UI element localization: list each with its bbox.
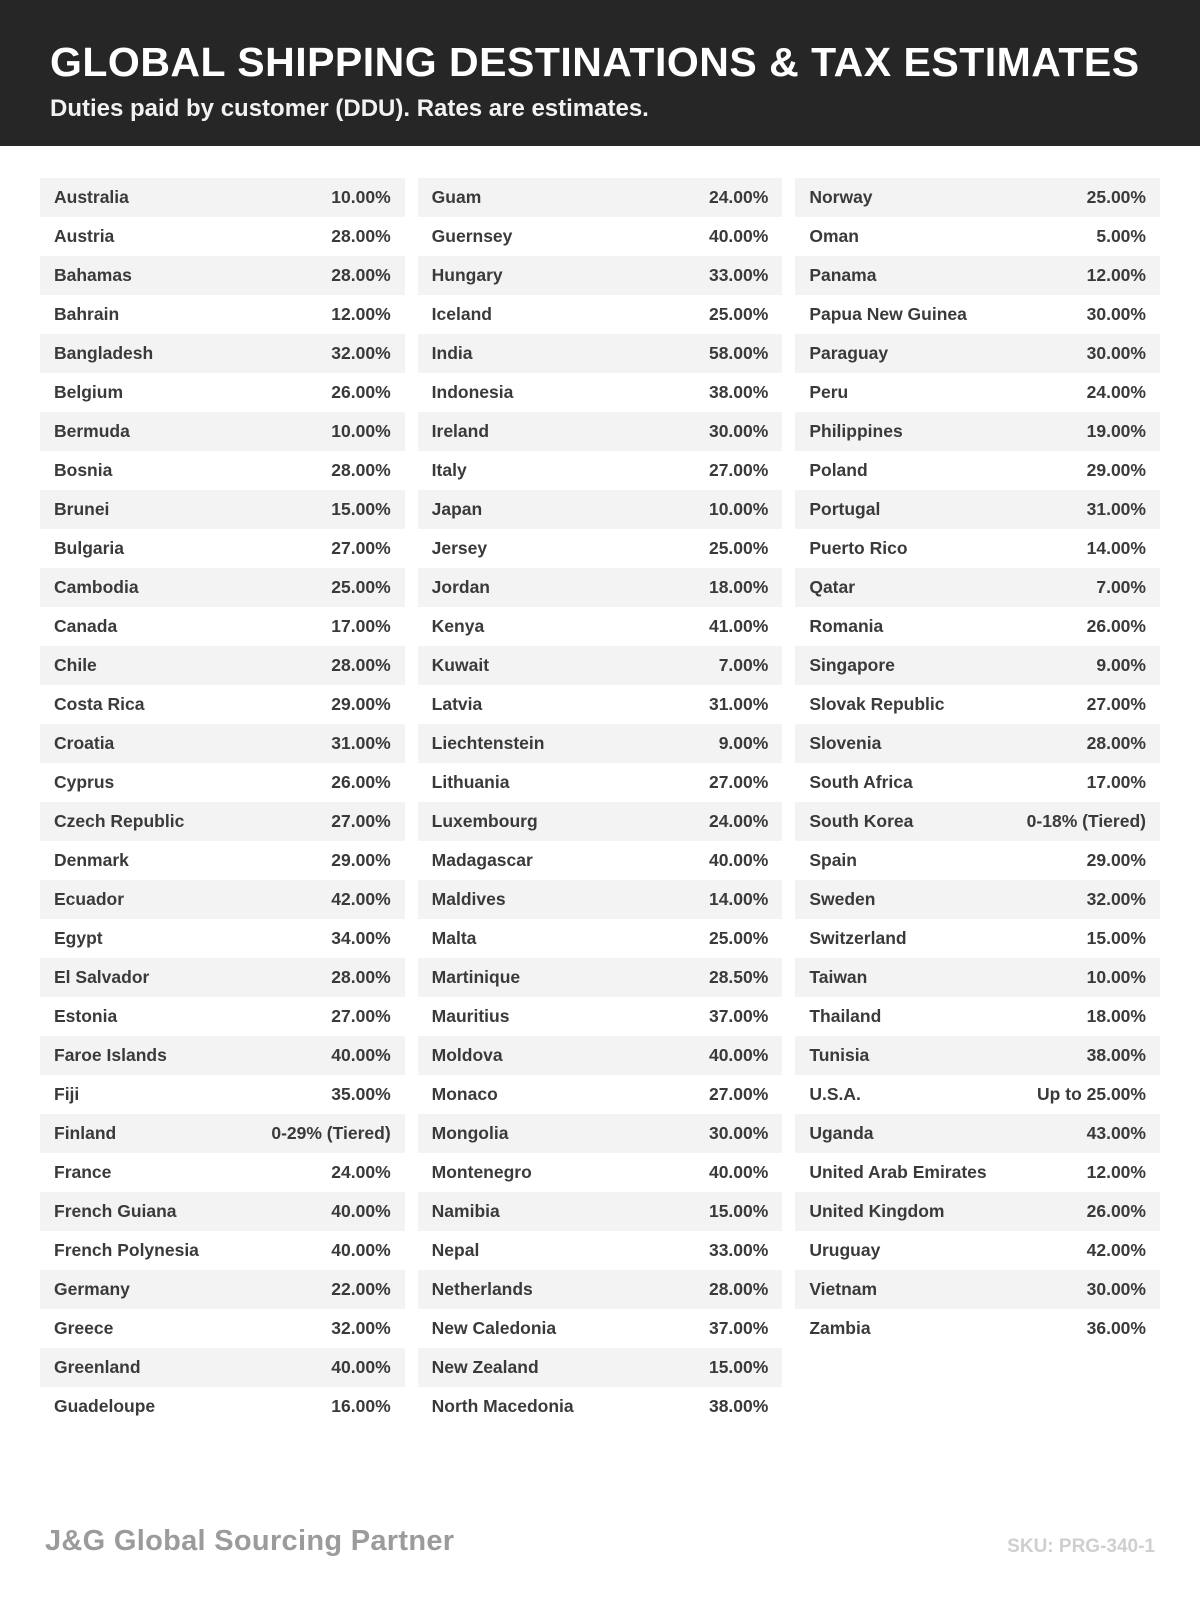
rate-value: 14.00%: [708, 889, 769, 909]
country-name: Slovenia: [809, 733, 882, 753]
rate-row: [418, 646, 783, 685]
country-name: Denmark: [54, 850, 129, 870]
header: [0, 0, 1200, 146]
rates-column-3: [795, 178, 1160, 1426]
rate-value: 27.00%: [331, 811, 391, 831]
rate-row: [40, 412, 405, 451]
rate-value: 14.00%: [1086, 538, 1146, 558]
country-name: South Korea: [809, 811, 914, 831]
rate-value: 41.00%: [708, 616, 769, 636]
country-name: Spain: [809, 850, 857, 870]
rate-value: 31.00%: [708, 694, 769, 714]
rate-value: 40.00%: [708, 1162, 769, 1182]
rate-value: 37.00%: [708, 1318, 769, 1338]
country-name: Romania: [809, 616, 884, 636]
footer: [45, 1525, 1155, 1558]
country-name: Zambia: [809, 1318, 871, 1338]
country-name: Monaco: [431, 1084, 498, 1104]
rate-value: 40.00%: [708, 850, 769, 870]
country-name: Tunisia: [809, 1045, 870, 1065]
rate-value: 24.00%: [708, 187, 769, 207]
country-name: French Guiana: [54, 1201, 177, 1221]
country-name: Mauritius: [431, 1006, 510, 1026]
rate-value: 40.00%: [331, 1357, 391, 1377]
country-name: Costa Rica: [54, 694, 145, 714]
country-name: Guadeloupe: [54, 1396, 156, 1416]
rate-row: [40, 373, 405, 412]
rate-row: [40, 958, 405, 997]
country-name: Norway: [809, 187, 873, 207]
rate-row: [418, 685, 783, 724]
rate-value: 5.00%: [1096, 226, 1146, 246]
country-name: Portugal: [809, 499, 881, 519]
rate-row: [418, 958, 783, 997]
rate-value: 28.50%: [708, 967, 769, 987]
rate-row: [795, 1309, 1160, 1348]
country-name: Switzerland: [809, 928, 907, 948]
rate-row: [795, 1114, 1160, 1153]
rate-value: 32.00%: [331, 1318, 391, 1338]
rate-value: 17.00%: [1086, 772, 1146, 792]
country-name: Brunei: [54, 499, 110, 519]
rate-value: 16.00%: [331, 1396, 391, 1416]
rate-row: [40, 685, 405, 724]
country-name: Bahrain: [54, 304, 120, 324]
rate-value: 42.00%: [1086, 1240, 1146, 1260]
rate-value: 37.00%: [708, 1006, 769, 1026]
rate-row: [40, 334, 405, 373]
rate-value: 25.00%: [1086, 187, 1146, 207]
rate-row: [795, 178, 1160, 217]
country-name: South Africa: [809, 772, 913, 792]
rate-value: 28.00%: [331, 460, 391, 480]
country-name: France: [54, 1162, 112, 1182]
country-name: Panama: [809, 265, 877, 285]
rate-value: 40.00%: [331, 1045, 391, 1065]
rate-value: 28.00%: [1086, 733, 1146, 753]
rate-value: 28.00%: [331, 967, 391, 987]
rates-column-1: [40, 178, 405, 1426]
rate-row: [418, 529, 783, 568]
rate-row: [40, 178, 405, 217]
rate-value: 10.00%: [708, 499, 769, 519]
rate-value: 33.00%: [708, 265, 769, 285]
rate-value: 30.00%: [1086, 1279, 1146, 1299]
country-name: Maldives: [431, 889, 506, 909]
rate-row: [40, 802, 405, 841]
country-name: French Polynesia: [54, 1240, 199, 1260]
rate-row: [40, 1153, 405, 1192]
country-name: Thailand: [809, 1006, 882, 1026]
rate-row: [40, 1270, 405, 1309]
country-name: Philippines: [809, 421, 903, 441]
rate-value: 12.00%: [331, 304, 391, 324]
country-name: Bahamas: [54, 265, 132, 285]
rate-row: [418, 607, 783, 646]
country-name: Italy: [431, 460, 467, 480]
rate-value: 31.00%: [1086, 499, 1146, 519]
rate-value: 26.00%: [1086, 616, 1146, 636]
country-name: Cyprus: [54, 772, 115, 792]
rate-value: 9.00%: [1096, 655, 1146, 675]
country-name: Nepal: [431, 1240, 480, 1260]
rate-value: 0-29% (Tiered): [271, 1123, 391, 1143]
rate-row: [418, 1348, 783, 1387]
rate-value: 0-18% (Tiered): [1026, 811, 1146, 831]
rate-value: 29.00%: [331, 694, 391, 714]
country-name: Jersey: [431, 538, 488, 558]
rate-row: [795, 607, 1160, 646]
rate-row: [795, 490, 1160, 529]
rate-row: [795, 568, 1160, 607]
rate-row: [795, 295, 1160, 334]
rate-row: [795, 646, 1160, 685]
country-name: Namibia: [431, 1201, 500, 1221]
rate-row: [418, 880, 783, 919]
rate-value: 26.00%: [1086, 1201, 1146, 1221]
country-name: Singapore: [809, 655, 895, 675]
rate-row: [795, 1231, 1160, 1270]
rate-row: [418, 1270, 783, 1309]
country-name: North Macedonia: [431, 1396, 574, 1416]
rate-value: 28.00%: [708, 1279, 769, 1299]
country-name: Bermuda: [54, 421, 130, 441]
country-name: Australia: [54, 187, 129, 207]
country-name: Uruguay: [809, 1240, 881, 1260]
rate-value: 38.00%: [708, 1396, 769, 1416]
rate-row: [795, 1270, 1160, 1309]
rate-row: [40, 1231, 405, 1270]
rate-row: [418, 1114, 783, 1153]
rate-row: [418, 490, 783, 529]
rate-row: [795, 1075, 1160, 1114]
country-name: Mongolia: [431, 1123, 509, 1143]
country-name: Netherlands: [431, 1279, 533, 1299]
country-name: Slovak Republic: [809, 694, 945, 714]
rate-row: [795, 451, 1160, 490]
rate-value: 58.00%: [708, 343, 769, 363]
country-name: Sweden: [809, 889, 876, 909]
country-name: New Caledonia: [431, 1318, 557, 1338]
rate-row: [418, 1231, 783, 1270]
rate-row: [795, 373, 1160, 412]
rate-value: 40.00%: [331, 1240, 391, 1260]
rate-value: 30.00%: [708, 421, 769, 441]
country-name: Luxembourg: [431, 811, 538, 831]
rate-row: [795, 958, 1160, 997]
rate-row: [418, 217, 783, 256]
country-name: Papua New Guinea: [809, 304, 967, 324]
rate-row: [795, 880, 1160, 919]
rate-value: 19.00%: [1086, 421, 1146, 441]
rate-value: 7.00%: [1096, 577, 1146, 597]
rate-value: 27.00%: [708, 460, 769, 480]
rate-value: 33.00%: [708, 1240, 769, 1260]
country-name: Poland: [809, 460, 868, 480]
country-name: Croatia: [54, 733, 115, 753]
country-name: Uganda: [809, 1123, 874, 1143]
country-name: Taiwan: [809, 967, 868, 987]
rate-value: 34.00%: [331, 928, 391, 948]
country-name: Qatar: [809, 577, 856, 597]
rate-value: 25.00%: [708, 538, 769, 558]
rate-row: [795, 256, 1160, 295]
rate-value: 43.00%: [1086, 1123, 1146, 1143]
rate-row: [418, 919, 783, 958]
rate-value: 35.00%: [331, 1084, 391, 1104]
rate-value: 25.00%: [708, 928, 769, 948]
rate-value: 28.00%: [331, 226, 391, 246]
country-name: Lithuania: [431, 772, 510, 792]
rate-row: [795, 412, 1160, 451]
country-name: Madagascar: [431, 850, 533, 870]
rate-row: [418, 841, 783, 880]
rate-row: [40, 841, 405, 880]
rate-value: 29.00%: [331, 850, 391, 870]
country-name: Peru: [809, 382, 849, 402]
rate-row: [418, 1192, 783, 1231]
rate-value: 30.00%: [1086, 343, 1146, 363]
rate-row: [418, 724, 783, 763]
rate-row: [795, 217, 1160, 256]
rate-row: [795, 529, 1160, 568]
country-name: Germany: [54, 1279, 130, 1299]
rate-value: 24.00%: [708, 811, 769, 831]
rate-value: 25.00%: [708, 304, 769, 324]
rate-row: [40, 997, 405, 1036]
rate-value: 32.00%: [1086, 889, 1146, 909]
country-name: Latvia: [431, 694, 483, 714]
rate-row: [418, 763, 783, 802]
rate-row: [418, 451, 783, 490]
country-name: United Arab Emirates: [809, 1162, 987, 1182]
country-name: Greenland: [54, 1357, 141, 1377]
country-name: Chile: [54, 655, 97, 675]
country-name: Austria: [54, 226, 115, 246]
rate-value: 27.00%: [708, 1084, 769, 1104]
country-name: Malta: [431, 928, 477, 948]
rate-value: 10.00%: [331, 187, 391, 207]
country-name: Cambodia: [54, 577, 139, 597]
rate-value: 27.00%: [1086, 694, 1146, 714]
rate-row: [795, 763, 1160, 802]
country-name: Finland: [54, 1123, 117, 1143]
rate-value: 30.00%: [1086, 304, 1146, 324]
rate-row: [418, 334, 783, 373]
rate-row: [40, 1348, 405, 1387]
rate-row: [795, 997, 1160, 1036]
rate-value: Up to 25.00%: [1037, 1084, 1146, 1104]
rate-row: [418, 1387, 783, 1426]
rate-row: [795, 334, 1160, 373]
country-name: Indonesia: [431, 382, 514, 402]
country-name: Iceland: [431, 304, 492, 324]
rate-value: 38.00%: [1086, 1045, 1146, 1065]
rate-value: 15.00%: [708, 1201, 769, 1221]
rate-value: 40.00%: [708, 1045, 769, 1065]
sku-label: SKU: PRG-340-1: [1007, 1536, 1155, 1557]
country-name: Czech Republic: [54, 811, 185, 831]
rate-row: [40, 217, 405, 256]
country-name: Japan: [431, 499, 483, 519]
rate-row: [40, 1075, 405, 1114]
rate-row: [418, 997, 783, 1036]
rate-row: [418, 802, 783, 841]
rate-value: 9.00%: [718, 733, 769, 753]
rate-row: [795, 724, 1160, 763]
rate-value: 10.00%: [1086, 967, 1146, 987]
rate-row: [40, 295, 405, 334]
country-name: Vietnam: [809, 1279, 878, 1299]
country-name: Martinique: [431, 967, 521, 987]
rate-row: [40, 724, 405, 763]
rate-value: 24.00%: [1086, 382, 1146, 402]
rate-value: 18.00%: [1086, 1006, 1146, 1026]
country-name: Guam: [431, 187, 482, 207]
rate-value: 28.00%: [331, 655, 391, 675]
rate-row: [40, 256, 405, 295]
rates-column-2: [418, 178, 783, 1426]
rate-value: 7.00%: [718, 655, 769, 675]
country-name: U.S.A.: [809, 1084, 861, 1104]
rate-value: 36.00%: [1086, 1318, 1146, 1338]
rate-row: [418, 295, 783, 334]
country-name: El Salvador: [54, 967, 150, 987]
rate-value: 27.00%: [331, 538, 391, 558]
country-name: United Kingdom: [809, 1201, 945, 1221]
country-name: Oman: [809, 226, 859, 246]
rate-row: [795, 802, 1160, 841]
rate-value: 27.00%: [331, 1006, 391, 1026]
rate-row: [418, 1309, 783, 1348]
page-title: GLOBAL SHIPPING DESTINATIONS & TAX ESTIMATES: [50, 39, 1140, 85]
rate-value: 15.00%: [708, 1357, 769, 1377]
country-name: Kenya: [431, 616, 485, 636]
country-name: Guernsey: [431, 226, 513, 246]
rate-row: [40, 1036, 405, 1075]
rate-value: 31.00%: [331, 733, 391, 753]
rate-row: [40, 1309, 405, 1348]
rate-row: [795, 1153, 1160, 1192]
rate-row: [40, 490, 405, 529]
rate-row: [418, 373, 783, 412]
country-name: Belgium: [54, 382, 124, 402]
rate-row: [418, 1036, 783, 1075]
country-name: Puerto Rico: [809, 538, 908, 558]
rate-value: 12.00%: [1086, 265, 1146, 285]
country-name: Egypt: [54, 928, 103, 948]
country-name: Montenegro: [431, 1162, 532, 1182]
rate-value: 40.00%: [331, 1201, 391, 1221]
rate-value: 12.00%: [1086, 1162, 1146, 1182]
country-name: Bosnia: [54, 460, 113, 480]
rate-value: 26.00%: [331, 772, 391, 792]
rate-value: 30.00%: [708, 1123, 769, 1143]
rate-value: 42.00%: [331, 889, 391, 909]
rate-value: 15.00%: [331, 499, 391, 519]
rate-value: 28.00%: [331, 265, 391, 285]
rate-row: [795, 685, 1160, 724]
rate-row: [40, 646, 405, 685]
country-name: Ecuador: [54, 889, 125, 909]
rate-value: 22.00%: [331, 1279, 391, 1299]
rate-row: [40, 607, 405, 646]
rate-row: [40, 880, 405, 919]
rate-value: 25.00%: [331, 577, 391, 597]
rate-row: [418, 178, 783, 217]
rate-row: [418, 412, 783, 451]
rate-row: [40, 1387, 405, 1426]
rate-value: 18.00%: [708, 577, 769, 597]
rate-row: [418, 568, 783, 607]
rate-row: [418, 256, 783, 295]
page-subtitle: Duties paid by customer (DDU). Rates are estimates.: [50, 95, 649, 123]
country-name: Greece: [54, 1318, 114, 1338]
rates-table: [40, 178, 1160, 1426]
country-name: Liechtenstein: [431, 733, 545, 753]
rate-row: [795, 919, 1160, 958]
rate-row: [795, 1192, 1160, 1231]
rate-value: 29.00%: [1086, 850, 1146, 870]
brand-name: J&G Global Sourcing Partner: [45, 1525, 455, 1557]
country-name: Bulgaria: [54, 538, 125, 558]
country-name: Estonia: [54, 1006, 118, 1026]
country-name: Paraguay: [809, 343, 889, 363]
country-name: Faroe Islands: [54, 1045, 167, 1065]
rate-value: 32.00%: [331, 343, 391, 363]
rate-value: 27.00%: [708, 772, 769, 792]
rate-value: 10.00%: [331, 421, 391, 441]
rate-value: 40.00%: [708, 226, 769, 246]
rate-row: [795, 1036, 1160, 1075]
country-name: Fiji: [54, 1084, 80, 1104]
rate-row: [40, 529, 405, 568]
rate-row: [40, 763, 405, 802]
country-name: Jordan: [431, 577, 491, 597]
rate-row: [40, 568, 405, 607]
rate-row: [40, 1114, 405, 1153]
rate-value: 26.00%: [331, 382, 391, 402]
rate-row: [40, 919, 405, 958]
country-name: Bangladesh: [54, 343, 154, 363]
rate-row: [418, 1075, 783, 1114]
rate-value: 38.00%: [708, 382, 769, 402]
rate-row: [40, 1192, 405, 1231]
country-name: India: [431, 343, 473, 363]
country-name: Kuwait: [431, 655, 490, 675]
rate-value: 15.00%: [1086, 928, 1146, 948]
rate-row: [418, 1153, 783, 1192]
rate-row: [40, 451, 405, 490]
rate-value: 17.00%: [331, 616, 391, 636]
country-name: Hungary: [431, 265, 503, 285]
country-name: Ireland: [431, 421, 490, 441]
country-name: Canada: [54, 616, 118, 636]
rate-value: 24.00%: [331, 1162, 391, 1182]
rate-row: [795, 841, 1160, 880]
country-name: Moldova: [431, 1045, 503, 1065]
rate-value: 29.00%: [1086, 460, 1146, 480]
country-name: New Zealand: [431, 1357, 539, 1377]
